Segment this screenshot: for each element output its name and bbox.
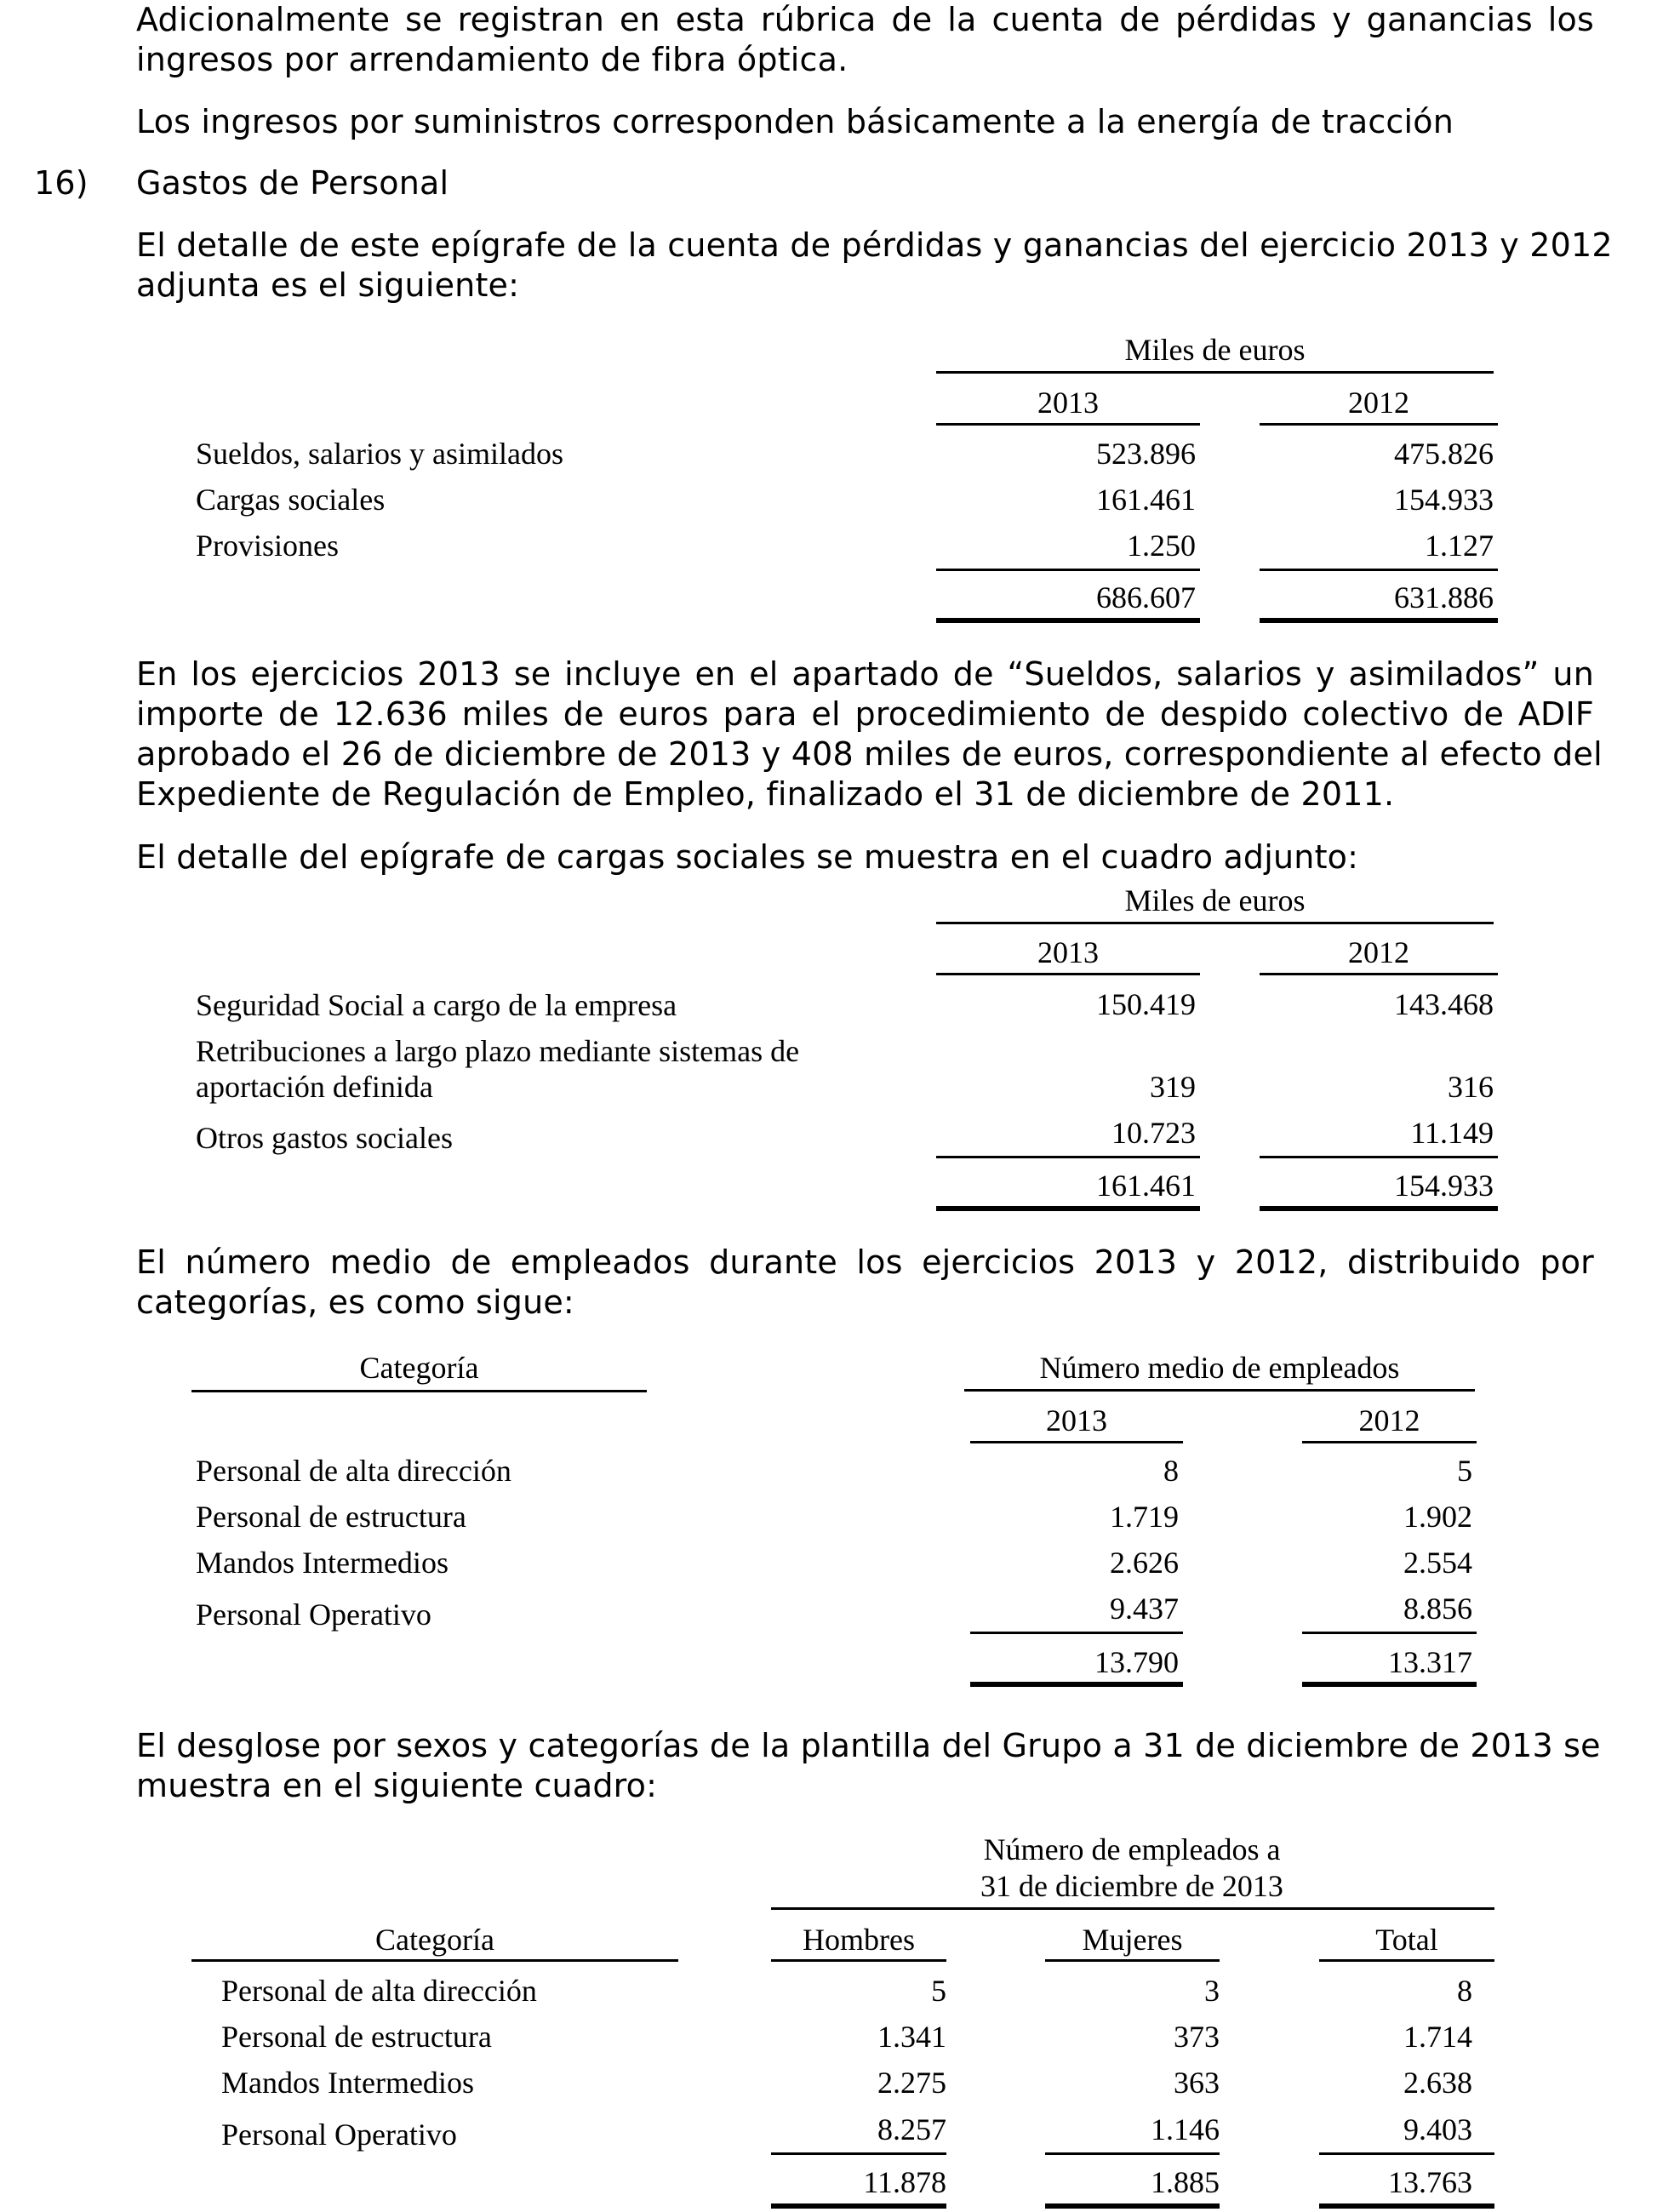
category-header: Categoría xyxy=(375,1923,494,1957)
cell-mujeres: 1.146 xyxy=(1151,2112,1220,2146)
divider xyxy=(1319,1959,1494,1962)
row-label: Personal de estructura xyxy=(196,1500,466,1534)
paragraph-empleados xyxy=(136,1243,1594,1323)
row-label: Cargas sociales xyxy=(196,483,386,517)
cell-2012: 154.933 xyxy=(1394,483,1494,517)
divider xyxy=(936,973,1200,975)
row-label: Sueldos, salarios y asimilados xyxy=(196,437,563,471)
cell-2013: 1.719 xyxy=(1110,1500,1179,1534)
paragraph-line: ingresos por arrendamiento de fibra óptica. xyxy=(136,41,849,78)
section-title: Gastos de Personal xyxy=(136,164,449,202)
cell-2013: 1.250 xyxy=(1127,529,1196,563)
divider xyxy=(1045,2152,1220,2155)
paragraph-line: El número medio de empleados durante los ejercicios 2013 y 2012, distribuido por xyxy=(136,1243,1594,1281)
intro-paragraph-2: Los ingresos por suministros corresponden básicamente a la energía de tracción xyxy=(136,103,1454,140)
cell-2012: 475.826 xyxy=(1394,437,1494,471)
table-header: Miles de euros xyxy=(1124,333,1306,367)
divider xyxy=(1319,2152,1494,2155)
cell-total: 1.714 xyxy=(1403,2020,1472,2054)
divider xyxy=(936,423,1200,426)
divider xyxy=(936,1156,1200,1158)
paragraph-line: Expediente de Regulación de Empleo, finalizado el 31 de diciembre de 2011. xyxy=(136,775,1395,813)
column-header-2013: 2013 xyxy=(1037,386,1099,420)
row-label: Seguridad Social a cargo de la empresa xyxy=(196,988,677,1022)
total-mujeres: 1.885 xyxy=(1151,2165,1220,2199)
paragraph-despido xyxy=(136,654,1603,814)
table-header: Miles de euros xyxy=(1124,883,1306,917)
divider xyxy=(1260,1156,1498,1158)
divider xyxy=(1260,423,1498,426)
paragraph-cargas: El detalle del epígrafe de cargas sociales se muestra en el cuadro adjunto: xyxy=(136,838,1359,876)
paragraph-line: importe de 12.636 miles de euros para el procedimiento de despido colectivo de ADIF xyxy=(136,695,1594,733)
divider xyxy=(1302,1441,1477,1443)
total-2012: 154.933 xyxy=(1394,1169,1494,1203)
table-header: Número de empleados a xyxy=(983,1832,1281,1866)
section-intro xyxy=(136,226,1613,306)
paragraph-sexos xyxy=(136,1726,1601,1806)
row-label: Provisiones xyxy=(196,529,340,563)
cell-2012: 1.902 xyxy=(1403,1500,1472,1534)
paragraph-line: El detalle de este epígrafe de la cuenta de pérdidas y ganancias del ejercicio 2013 y 2012 xyxy=(136,226,1613,264)
cell-2012: 143.468 xyxy=(1394,987,1494,1021)
paragraph-line: categorías, es como sigue: xyxy=(136,1283,574,1321)
divider xyxy=(1260,569,1498,571)
divider xyxy=(771,1959,946,1962)
divider xyxy=(936,371,1494,374)
double-divider xyxy=(970,1682,1183,1687)
row-label: aportación definida xyxy=(196,1070,433,1104)
row-label: Otros gastos sociales xyxy=(196,1121,453,1155)
divider xyxy=(970,1632,1183,1634)
cell-hombres: 5 xyxy=(931,1974,946,2008)
column-header-2012: 2012 xyxy=(1358,1403,1420,1438)
column-header-2012: 2012 xyxy=(1348,935,1409,969)
cell-2013: 9.437 xyxy=(1110,1592,1179,1626)
column-header-2013: 2013 xyxy=(1037,935,1099,969)
cell-2012: 316 xyxy=(1448,1070,1494,1104)
paragraph-line: muestra en el siguiente cuadro: xyxy=(136,1767,658,1804)
double-divider xyxy=(1302,1682,1477,1687)
total-2012: 631.886 xyxy=(1394,580,1494,614)
double-divider xyxy=(1319,2203,1494,2209)
double-divider xyxy=(936,618,1200,623)
double-divider xyxy=(1260,618,1498,623)
column-header-hombres: Hombres xyxy=(803,1923,915,1957)
row-label: Personal Operativo xyxy=(221,2118,457,2152)
total-2012: 13.317 xyxy=(1388,1645,1472,1679)
row-label: Personal de alta dirección xyxy=(221,1974,537,2008)
intro-paragraph xyxy=(136,0,1594,80)
row-label: Retribuciones a largo plazo mediante sistemas de xyxy=(196,1034,800,1068)
column-header-2012: 2012 xyxy=(1348,386,1409,420)
column-header-total: Total xyxy=(1375,1923,1438,1957)
column-header-mujeres: Mujeres xyxy=(1082,1923,1183,1957)
divider xyxy=(771,1907,1494,1910)
cell-mujeres: 363 xyxy=(1174,2066,1220,2100)
paragraph-line: En los ejercicios 2013 se incluye en el apartado de “Sueldos, salarios y asimilados” un xyxy=(136,655,1594,693)
cell-2013: 161.461 xyxy=(1096,483,1196,517)
cell-2013: 319 xyxy=(1150,1070,1196,1104)
total-2013: 686.607 xyxy=(1096,580,1196,614)
cell-2013: 150.419 xyxy=(1096,987,1196,1021)
divider xyxy=(936,922,1494,924)
double-divider xyxy=(1045,2203,1220,2209)
paragraph-line: adjunta es el siguiente: xyxy=(136,266,520,304)
cell-mujeres: 373 xyxy=(1174,2020,1220,2054)
cell-hombres: 8.257 xyxy=(877,2112,946,2146)
row-label: Mandos Intermedios xyxy=(196,1546,449,1580)
paragraph-line: Adicionalmente se registran en esta rúbrica de la cuenta de pérdidas y ganancias los xyxy=(136,1,1594,38)
cell-2012: 1.127 xyxy=(1425,529,1494,563)
divider xyxy=(964,1389,1475,1392)
divider xyxy=(191,1959,678,1962)
total-2013: 13.790 xyxy=(1094,1645,1179,1679)
row-label: Mandos Intermedios xyxy=(221,2066,474,2100)
divider xyxy=(970,1441,1183,1443)
total-hombres: 11.878 xyxy=(863,2165,946,2199)
table-header: 31 de diciembre de 2013 xyxy=(980,1869,1283,1903)
cell-hombres: 2.275 xyxy=(877,2066,946,2100)
double-divider xyxy=(1260,1206,1498,1211)
cell-total: 9.403 xyxy=(1403,2112,1472,2146)
row-label: Personal Operativo xyxy=(196,1598,431,1632)
cell-2012: 2.554 xyxy=(1403,1546,1472,1580)
total-2013: 161.461 xyxy=(1096,1169,1196,1203)
cell-2012: 5 xyxy=(1457,1454,1472,1488)
row-label: Personal de estructura xyxy=(221,2020,492,2054)
cell-mujeres: 3 xyxy=(1204,1974,1220,2008)
column-header-2013: 2013 xyxy=(1046,1403,1107,1438)
divider xyxy=(1260,973,1498,975)
divider xyxy=(1045,1959,1220,1962)
cell-2013: 8 xyxy=(1163,1454,1179,1488)
double-divider xyxy=(936,1206,1200,1211)
cell-2013: 10.723 xyxy=(1111,1116,1196,1150)
cell-2013: 2.626 xyxy=(1110,1546,1179,1580)
cell-2012: 11.149 xyxy=(1410,1116,1494,1150)
category-header: Categoría xyxy=(359,1351,479,1385)
divider xyxy=(771,2152,946,2155)
divider xyxy=(1302,1632,1477,1634)
cell-2012: 8.856 xyxy=(1403,1592,1472,1626)
divider xyxy=(936,569,1200,571)
cell-hombres: 1.341 xyxy=(877,2020,946,2054)
double-divider xyxy=(771,2203,946,2209)
section-number: 16) xyxy=(34,164,89,202)
cell-total: 2.638 xyxy=(1403,2066,1472,2100)
cell-total: 8 xyxy=(1457,1974,1472,2008)
row-label: Personal de alta dirección xyxy=(196,1454,511,1488)
divider xyxy=(191,1390,647,1392)
table-header: Número medio de empleados xyxy=(1039,1351,1400,1385)
paragraph-line: aprobado el 26 de diciembre de 2013 y 408 miles de euros, correspondiente al efecto del xyxy=(136,735,1603,773)
cell-2013: 523.896 xyxy=(1096,437,1196,471)
paragraph-line: El desglose por sexos y categorías de la plantilla del Grupo a 31 de diciembre de 2013 se xyxy=(136,1727,1601,1764)
total-total: 13.763 xyxy=(1388,2165,1472,2199)
